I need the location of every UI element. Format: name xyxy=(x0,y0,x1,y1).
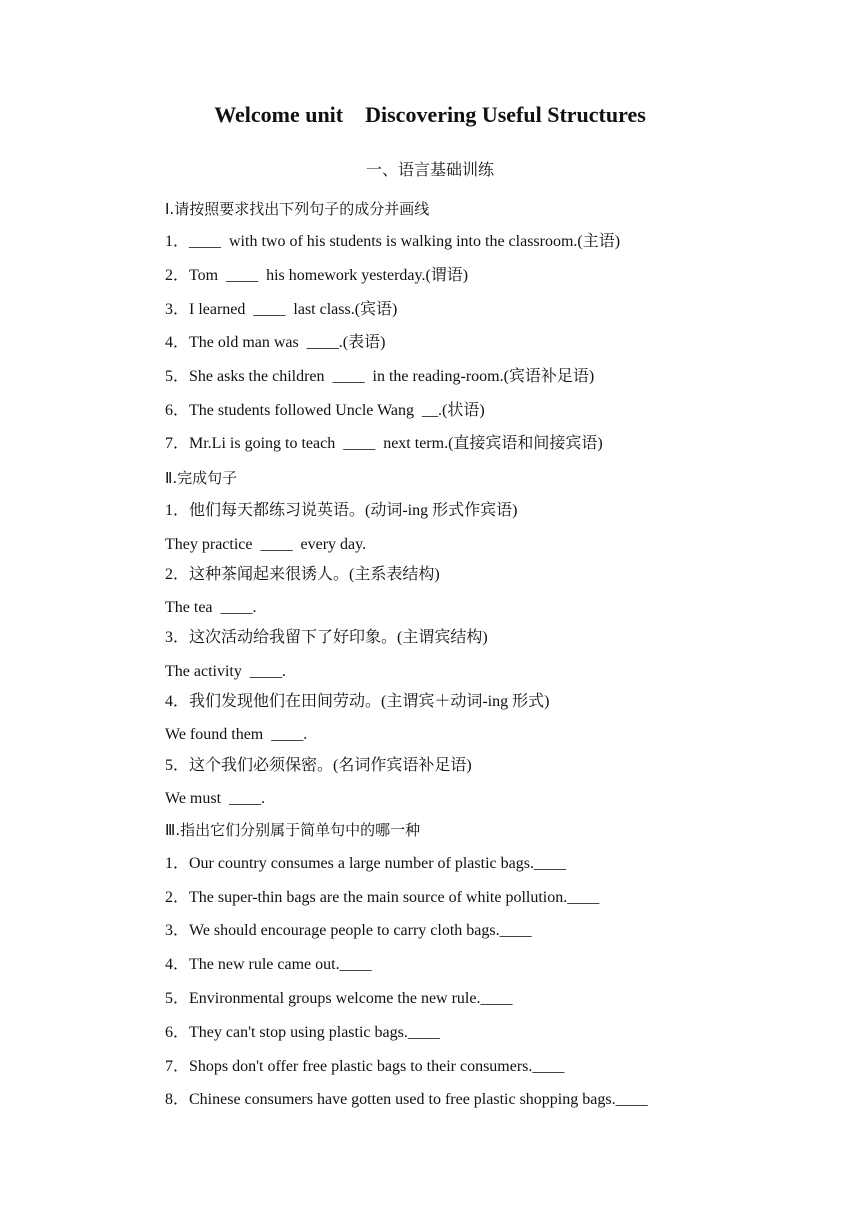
section1-heading: Ⅰ.请按照要求找出下列句子的成分并画线 xyxy=(165,200,430,218)
section2-prompt: 3．这次活动给我留下了好印象。(主谓宾结构) xyxy=(165,629,488,646)
section3-item: 2．The super-thin bags are the main source of white pollution.____ xyxy=(165,889,600,906)
section2-prompt: 5．这个我们必须保密。(名词作宾语补足语) xyxy=(165,757,472,774)
section3-item: 6．They can't stop using plastic bags.____ xyxy=(165,1024,440,1041)
section2-prompt: 4．我们发现他们在田间劳动。(主谓宾＋动词-ing 形式) xyxy=(165,693,550,710)
section3-item: 1．Our country consumes a large number of plastic bags.____ xyxy=(165,855,566,872)
section1-item: 3．I learned ____ last class.(宾语) xyxy=(165,301,398,318)
part-heading: 一、语言基础训练 xyxy=(365,160,494,179)
section1-item: 1．____ with two of his students is walking into the classroom.(主语) xyxy=(165,233,621,250)
section1-item: 6．The students followed Uncle Wang __.(状语) xyxy=(165,402,485,419)
section3-heading: Ⅲ.指出它们分别属于简单句中的哪一种 xyxy=(165,821,421,839)
section3-item: 4．The new rule came out.____ xyxy=(165,956,372,973)
section3-item: 5．Environmental groups welcome the new rule.____ xyxy=(165,990,513,1007)
section2-prompt: 2．这种茶闻起来很诱人。(主系表结构) xyxy=(165,566,440,583)
section3-item: 8．Chinese consumers have gotten used to free plastic shopping bags.____ xyxy=(165,1091,648,1108)
section3-item: 7．Shops don't offer free plastic bags to their consumers.____ xyxy=(165,1058,565,1075)
section2-answer: The tea ____. xyxy=(165,599,257,616)
section1-item: 7．Mr.Li is going to teach ____ next term.(直接宾语和间接宾语) xyxy=(165,435,603,452)
page-title: Welcome unit Discovering Useful Structures xyxy=(214,102,646,127)
section1-item: 2．Tom ____ his homework yesterday.(谓语) xyxy=(165,267,469,284)
section2-prompt: 1．他们每天都练习说英语。(动词-ing 形式作宾语) xyxy=(165,502,518,519)
section1-item: 4．The old man was ____.(表语) xyxy=(165,334,386,351)
section2-answer: The activity ____. xyxy=(165,663,286,680)
section2-answer: We found them ____. xyxy=(165,726,308,743)
section2-answer: They practice ____ every day. xyxy=(165,536,367,553)
section3-item: 3．We should encourage people to carry cloth bags.____ xyxy=(165,922,532,939)
section2-heading: Ⅱ.完成句子 xyxy=(165,469,238,487)
section2-answer: We must ____. xyxy=(165,790,266,807)
section1-item: 5．She asks the children ____ in the reading-room.(宾语补足语) xyxy=(165,368,595,385)
